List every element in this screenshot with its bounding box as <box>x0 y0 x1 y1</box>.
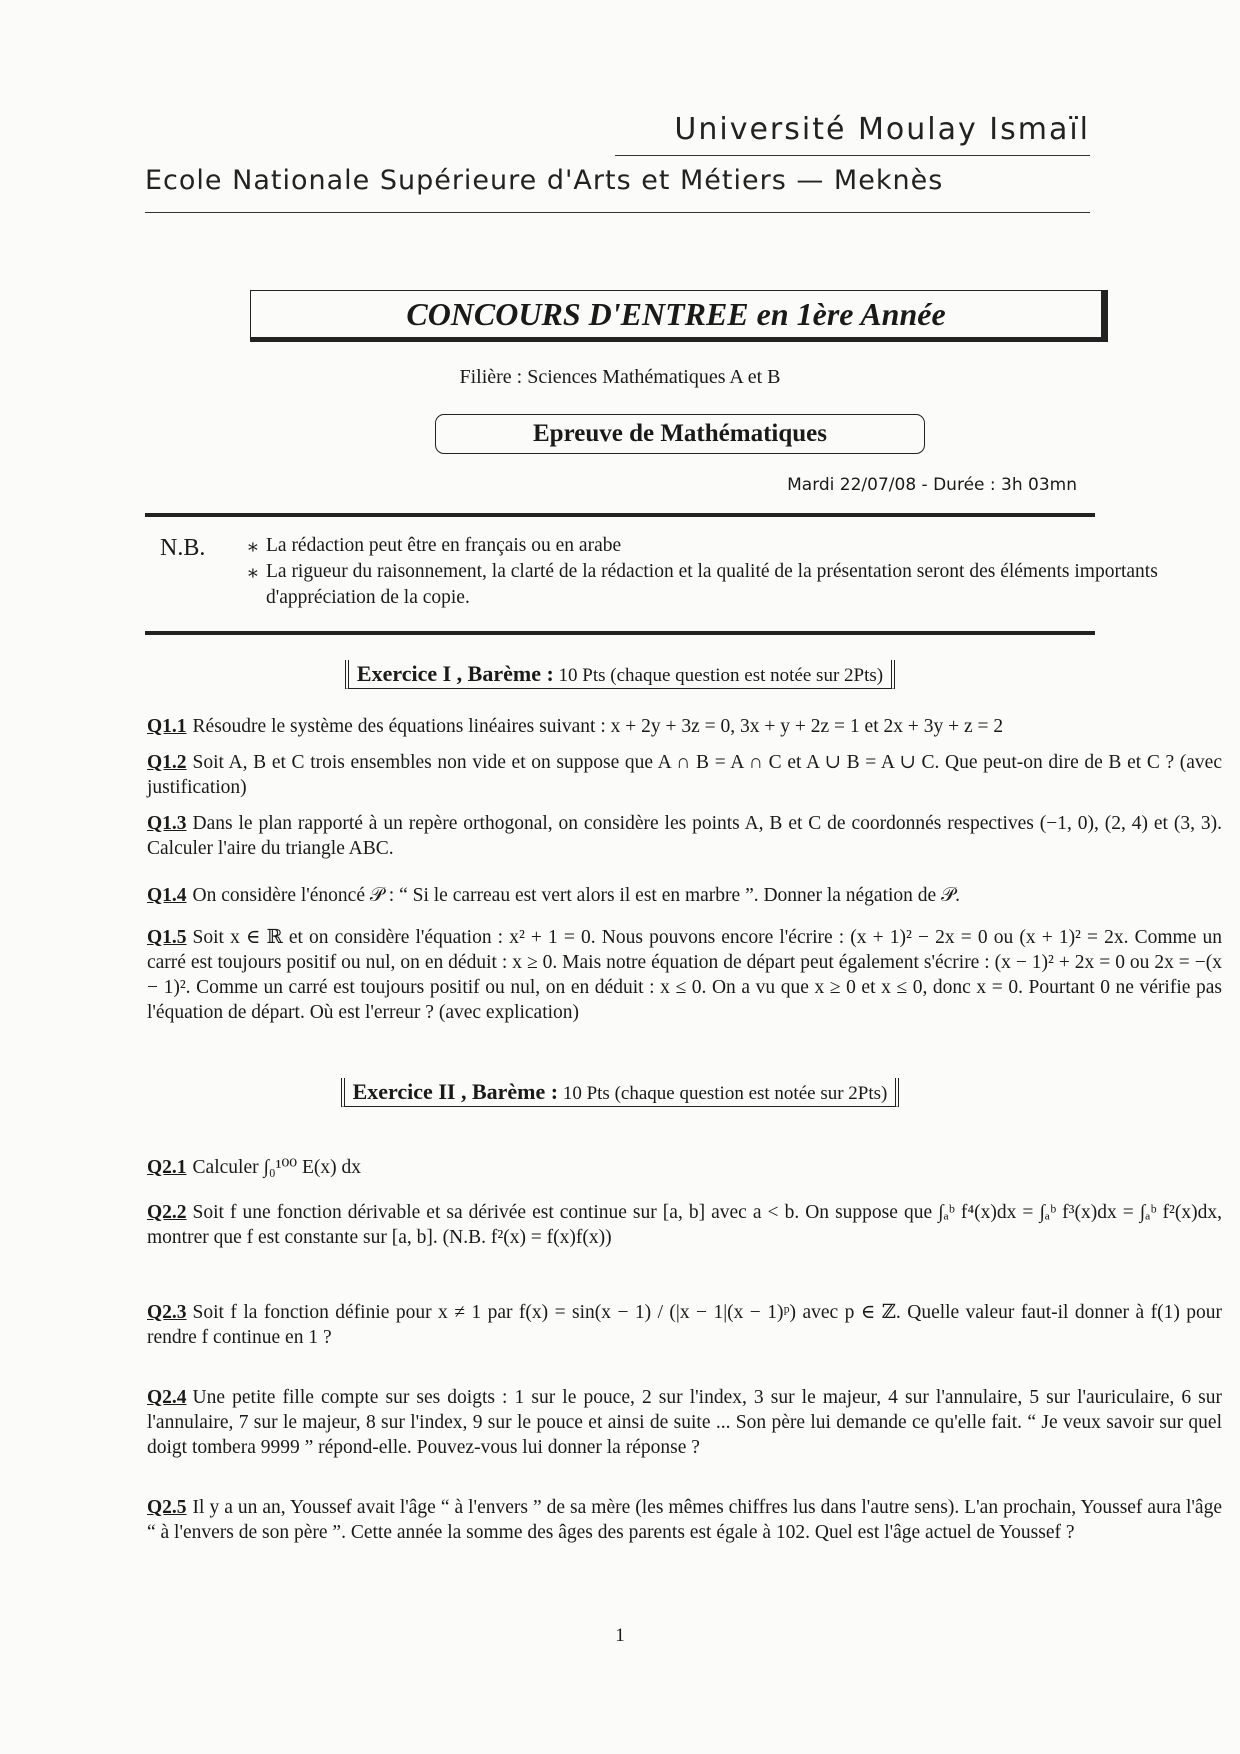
question-text: Résoudre le système des équations linéaires suivant : x + 2y + 3z = 0, 3x + y + 2z = 1 et 2x + 3y + z = 2 <box>192 716 1004 737</box>
question-q1-2 <box>147 750 1222 800</box>
exercise-1-scoring: 10 Pts (chaque question est notée sur 2Pts) <box>558 665 884 686</box>
exercise-2-title: Exercice II , Barème : <box>352 1079 559 1104</box>
question-label: Q1.3 <box>147 813 187 834</box>
exercise-2-title-box <box>341 1078 900 1107</box>
asterisk-icon: ⁎ <box>248 535 258 556</box>
nb-item-text: La rigueur du raisonnement, la clarté de la rédaction et la qualité de la présentation seront des éléments importants d'appréciation de la copie. <box>266 561 1158 608</box>
question-text: On considère l'énoncé 𝒫 : “ Si le carreau est vert alors il est en marbre ”. Donner la négation de 𝒫. <box>192 885 961 906</box>
exercise-1-header <box>0 660 1240 689</box>
page-number: 1 <box>615 1625 625 1646</box>
nb-item <box>248 559 1213 611</box>
nb-item-text: La rédaction peut être en français ou en arabe <box>266 535 622 556</box>
question-text: Soit f une fonction dérivable et sa dérivée est continue sur [a, b] avec a < b. On suppose que ∫ₐᵇ f⁴(x)dx = ∫ₐᵇ f³(x)dx = ∫ₐᵇ f²(x)dx, montrer que f est constante sur [a, b]. (N.B. f²(x) = f(x)f(x)) <box>147 1202 1222 1248</box>
contest-title: CONCOURS D'ENTREE en 1ère Année <box>406 295 946 332</box>
university-underline <box>615 155 1090 156</box>
exam-title-box <box>435 414 925 454</box>
contest-title-box <box>250 290 1108 342</box>
question-text: Soit x ∈ ℝ et on considère l'équation : x² + 1 = 0. Nous pouvons encore l'écrire : (x + 1)² − 2x = 0 ou (x + 1)² = 2x. Comme un carré est toujours positif ou nul, on en déduit : x ≥ 0. Mais notre équation de départ peut également s'écrire : (x − 1)² + 2x = 0 ou 2x = −(x − 1)². Comme un carré est toujours positif ou nul, on en déduit : x ≤ 0. On a vu que x ≥ 0 et x ≤ 0, donc x = 0. Pourtant 0 ne vérifie pas l'équation de départ. Où est l'erreur ? (avec explication) <box>147 927 1222 1023</box>
question-label: Q2.1 <box>147 1157 187 1178</box>
school-name: Ecole Nationale Supérieure d'Arts et Métiers — Meknès <box>145 165 944 196</box>
exercise-2-scoring: 10 Pts (chaque question est notée sur 2Pts) <box>562 1083 888 1104</box>
question-text: Une petite fille compte sur ses doigts : 1 sur le pouce, 2 sur l'index, 3 sur le majeur, 4 sur l'annulaire, 5 sur l'auriculaire, 6 sur l'annulaire, 7 sur le majeur, 8 sur l'index, 9 sur le pouce et ainsi de suite ... Son père lui demande ce qu'elle fait. “ Je veux savoir sur quel doigt tombera 9999 ” répond-elle. Pouvez-vous lui donner la réponse ? <box>147 1387 1222 1458</box>
question-label: Q2.4 <box>147 1387 187 1408</box>
school-underline <box>145 212 1090 213</box>
question-label: Q2.3 <box>147 1302 187 1323</box>
question-q2-4 <box>147 1385 1222 1460</box>
question-q2-2 <box>147 1200 1222 1250</box>
question-q1-1 <box>147 714 1222 739</box>
question-text: Calculer ∫₀¹⁰⁰ E(x) dx <box>192 1157 361 1178</box>
exercise-1-title: Exercice I , Barème : <box>356 661 554 686</box>
exercise-1-title-box <box>345 660 895 689</box>
question-q2-1 <box>147 1155 1222 1180</box>
exam-title: Epreuve de Mathématiques <box>533 420 827 447</box>
question-label: Q1.5 <box>147 927 187 948</box>
asterisk-icon: ⁎ <box>248 561 258 582</box>
question-q1-5 <box>147 925 1222 1025</box>
question-text: Il y a un an, Youssef avait l'âge “ à l'envers ” de sa mère (les mêmes chiffres lus dans l'autre sens). L'an prochain, Youssef aura l'âge “ à l'envers de son père ”. Cette année la somme des âges des parents est égale à 102. Quel est l'âge actuel de Youssef ? <box>147 1497 1222 1543</box>
question-label: Q1.2 <box>147 752 187 773</box>
exercise-2-header <box>0 1078 1240 1107</box>
divider-bottom <box>145 631 1095 635</box>
nb-list <box>248 533 1213 611</box>
question-q1-3 <box>147 811 1222 861</box>
question-q1-4 <box>147 883 1222 908</box>
question-label: Q1.1 <box>147 716 187 737</box>
question-q2-3 <box>147 1300 1222 1350</box>
question-label: Q2.2 <box>147 1202 187 1223</box>
university-name: Université Moulay Ismaïl <box>674 112 1090 147</box>
nb-item <box>248 533 1213 559</box>
nb-label: N.B. <box>160 535 206 561</box>
question-text: Soit A, B et C trois ensembles non vide et on suppose que A ∩ B = A ∩ C et A ∪ B = A ∪ C. Que peut-on dire de B et C ? (avec justification) <box>147 752 1222 798</box>
filiere-line: Filière : Sciences Mathématiques A et B <box>459 366 781 388</box>
question-label: Q1.4 <box>147 885 187 906</box>
date-duration: Mardi 22/07/08 - Durée : 3h 03mn <box>787 475 1077 495</box>
question-q2-5 <box>147 1495 1222 1545</box>
question-label: Q2.5 <box>147 1497 187 1518</box>
question-text: Soit f la fonction définie pour x ≠ 1 par f(x) = sin(x − 1) / (|x − 1|(x − 1)ᵖ) avec p ∈ ℤ. Quelle valeur faut-il donner à f(1) pour rendre f continue en 1 ? <box>147 1302 1222 1348</box>
divider-top <box>145 513 1095 517</box>
question-text: Dans le plan rapporté à un repère orthogonal, on considère les points A, B et C de coordonnés respectives (−1, 0), (2, 4) et (3, 3). Calculer l'aire du triangle ABC. <box>147 813 1222 859</box>
